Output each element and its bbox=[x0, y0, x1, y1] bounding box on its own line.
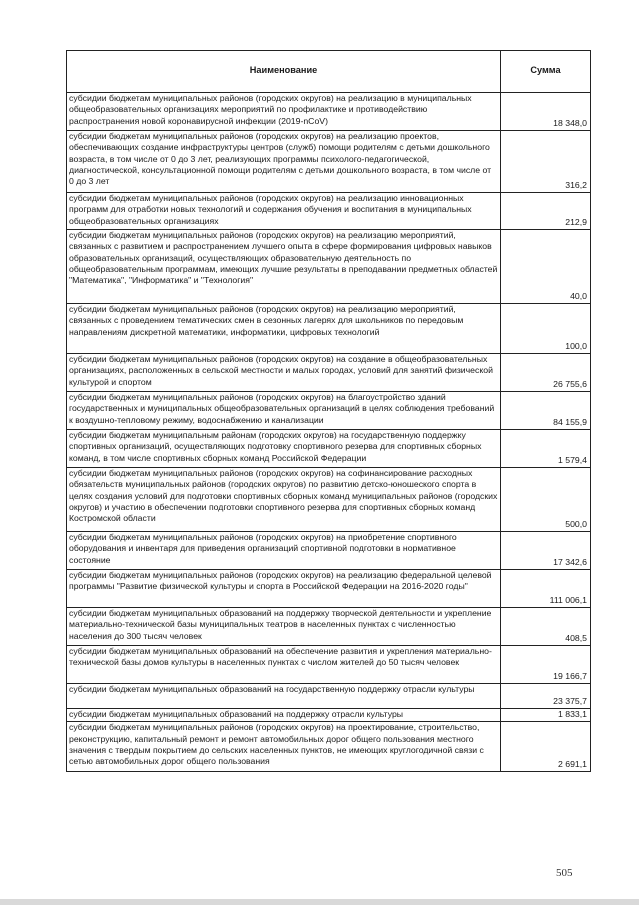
row-name: субсидии бюджетам муниципальных районов (городских округов) на реализацию в муниципальных общеобразовательных организациях мероприятий по профилактике и противодействию распространения новой коронавирусной инфекции (2019-nCoV) bbox=[67, 93, 501, 131]
table-row bbox=[67, 646, 591, 684]
row-sum: 2 691,1 bbox=[501, 722, 591, 772]
row-name: субсидии бюджетам муниципальных районов (городских округов) на приобретение спортивного оборудования и инвентаря для приведения организаций спортивной подготовки в нормативное состояние bbox=[67, 532, 501, 570]
column-header-name: Наименование bbox=[67, 51, 501, 93]
row-name: субсидии бюджетам муниципальных районов (городских округов) на софинансирование расходных обязательств муниципальных районов (городских округов) по развитию детско-юношеского спорта в целях создания условий для подготовки спортивных сборных команд муниципальных районов (городских округов) и участию в обеспечении подготовки спортивного резерва для спортивных сборных команд Костромской области bbox=[67, 468, 501, 532]
row-name: субсидии бюджетам муниципальных образований на государственную поддержку отрасли культуры bbox=[67, 684, 501, 709]
row-name: субсидии бюджетам муниципальных районов (городских округов) на благоустройство зданий государственных и муниципальных общеобразовательных организаций в целях соблюдения требований к воздушно-тепловому режиму, водоснабжению и канализации bbox=[67, 392, 501, 430]
row-sum: 1 833,1 bbox=[501, 709, 591, 722]
table-row bbox=[67, 354, 591, 392]
table-row bbox=[67, 392, 591, 430]
row-sum: 316,2 bbox=[501, 131, 591, 193]
row-sum: 18 348,0 bbox=[501, 93, 591, 131]
budget-table bbox=[66, 50, 591, 772]
row-sum: 23 375,7 bbox=[501, 684, 591, 709]
row-sum: 408,5 bbox=[501, 608, 591, 646]
table-row bbox=[67, 468, 591, 532]
table-row bbox=[67, 131, 591, 193]
table-header-row bbox=[67, 51, 591, 93]
table-row bbox=[67, 93, 591, 131]
row-sum: 84 155,9 bbox=[501, 392, 591, 430]
page-number: 505 bbox=[556, 867, 573, 879]
row-name: субсидии бюджетам муниципальных районов (городских округов) на реализацию проектов, обеспечивающих создание инфраструктуры центров (служб) помощи родителям с детьми дошкольного возраста, в том числе от 0 до 3 лет, реализующих программы психолого-педагогической, диагностической, консультационной помощи родителям с детьми дошкольного возраста, в том числе от 0 до 3 лет bbox=[67, 131, 501, 193]
scan-edge bbox=[0, 899, 639, 905]
table-row bbox=[67, 230, 591, 304]
row-name: субсидии бюджетам муниципальных районов (городских округов) на реализацию федеральной целевой программы "Развитие физической культуры и спорта в Российской Федерации на 2016-2020 годы" bbox=[67, 570, 501, 608]
row-sum: 100,0 bbox=[501, 304, 591, 354]
row-sum: 19 166,7 bbox=[501, 646, 591, 684]
row-name: субсидии бюджетам муниципальных районов (городских округов) на реализацию мероприятий, связанных с проведением тематических смен в сезонных лагерях для школьников по передовым направлениям дискретной математики, информатики, цифровых технологий bbox=[67, 304, 501, 354]
row-name: субсидии бюджетам муниципальных районов (городских округов) на создание в общеобразовательных организациях, расположенных в сельской местности и малых городах, условий для занятий физической культурой и спортом bbox=[67, 354, 501, 392]
row-sum: 212,9 bbox=[501, 193, 591, 230]
table-row bbox=[67, 532, 591, 570]
row-sum: 500,0 bbox=[501, 468, 591, 532]
table-row bbox=[67, 570, 591, 608]
table-row bbox=[67, 722, 591, 772]
table-row bbox=[67, 304, 591, 354]
row-name: субсидии бюджетам муниципальных районов (городских округов) на реализацию мероприятий, связанных с развитием и распространением лучшего опыта в сфере формирования цифровых навыков образовательных организаций, осуществляющих образовательную деятельность по общеобразовательным программам, имеющих лучшие результаты в преподавании предметных областей "Математика", "Информатика" и "Технология" bbox=[67, 230, 501, 304]
table-row bbox=[67, 709, 591, 722]
row-sum: 17 342,6 bbox=[501, 532, 591, 570]
row-name: субсидии бюджетам муниципальных образований на поддержку творческой деятельности и укрепление материально-технической базы муниципальных театров в населенных пунктах с численностью населения до 300 тысяч человек bbox=[67, 608, 501, 646]
row-sum: 1 579,4 bbox=[501, 430, 591, 468]
table-row bbox=[67, 684, 591, 709]
row-name: субсидии бюджетам муниципальных районов (городских округов) на проектирование, строительство, реконструкцию, капитальный ремонт и ремонт автомобильных дорог общего пользования местного значения с твердым покрытием до сельских населенных пунктов, не имеющих круглогодичной связи с сетью автомобильных дорог общего пользования bbox=[67, 722, 501, 772]
column-header-sum: Сумма bbox=[501, 51, 591, 93]
row-name: субсидии бюджетам муниципальных районов (городских округов) на реализацию инновационных программ для отработки новых технологий и содержания обучения и воспитания в муниципальных общеобразовательных организациях bbox=[67, 193, 501, 230]
row-sum: 111 006,1 bbox=[501, 570, 591, 608]
row-sum: 40,0 bbox=[501, 230, 591, 304]
table-row bbox=[67, 608, 591, 646]
table-row bbox=[67, 193, 591, 230]
row-sum: 26 755,6 bbox=[501, 354, 591, 392]
row-name: субсидии бюджетам муниципальным районам (городских округов) на государственную поддержку спортивных организаций, осуществляющих подготовку спортивного резерва для спортивных сборных команд, в том числе спортивных сборных команд Российской Федерации bbox=[67, 430, 501, 468]
row-name: субсидии бюджетам муниципальных образований на поддержку отрасли культуры bbox=[67, 709, 501, 722]
table-row bbox=[67, 430, 591, 468]
row-name: субсидии бюджетам муниципальных образований на обеспечение развития и укрепления материально-технической базы домов культуры в населенных пунктах с числом жителей до 50 тысяч человек bbox=[67, 646, 501, 684]
